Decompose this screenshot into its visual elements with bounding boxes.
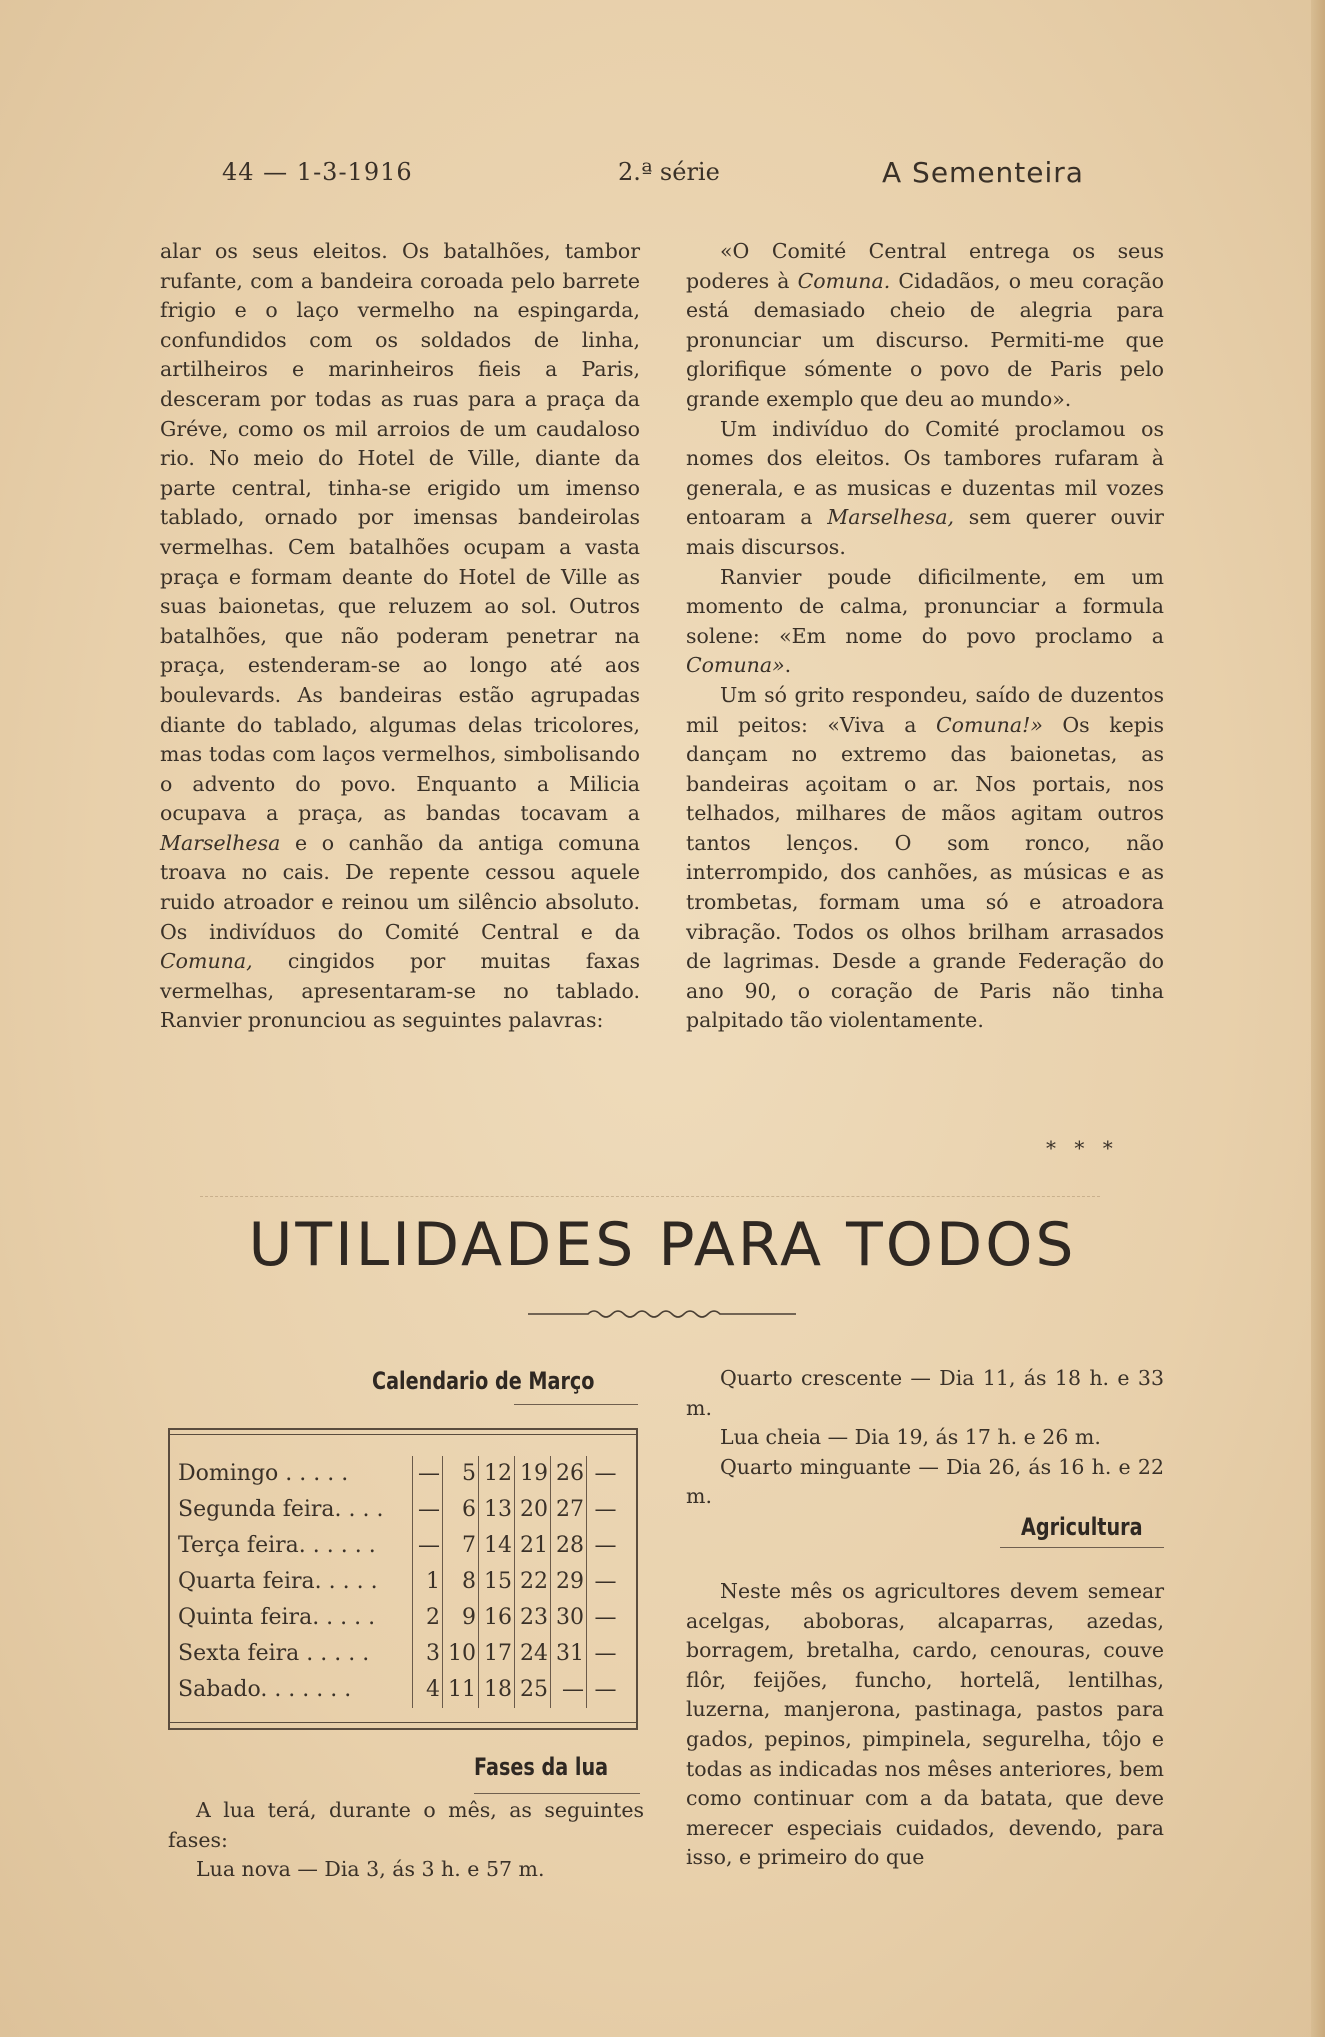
calendar-inner-rule: [168, 1434, 638, 1435]
calendar-row: [178, 1456, 633, 1492]
weekday-label: Terça feira. . . . . .: [178, 1533, 376, 1558]
moon-phases-text: [168, 1796, 644, 1885]
moon-phases-rule: [474, 1793, 640, 1794]
paragraph: Ranvier poude dificilmente, em um momento de calma, pronunciar a formula solene: «Em nome do povo proclamo a Comuna».: [686, 564, 1164, 678]
page-header: [160, 158, 1130, 198]
issue-date: 44 — 1-3-1916: [222, 158, 413, 186]
calendar-row: [178, 1564, 633, 1600]
calendar-row: [178, 1528, 633, 1564]
calendar-cell: —: [412, 1492, 442, 1528]
calendar-cell: 26: [550, 1456, 586, 1492]
page-edge: [1311, 0, 1325, 2037]
weekday-label: Sexta feira . . . . .: [178, 1641, 370, 1666]
agriculture-text: [686, 1577, 1164, 1873]
calendar-table: [178, 1456, 633, 1708]
calendar-cell: —: [586, 1528, 626, 1564]
calendar-cell: —: [412, 1456, 442, 1492]
calendar-cell: 21: [514, 1528, 550, 1564]
paragraph: Um indivíduo do Comité proclamou os nomes dos eleitos. Os tambores rufaram à generala, e as musicas e duzentas mil vozes entoaram a Marselhesa, sem querer ouvir mais discursos.: [686, 416, 1164, 559]
moon-phases-intro: A lua terá, durante o mês, as seguintes fases:: [168, 1798, 644, 1852]
moon-phase-first-quarter: Quarto crescente — Dia 11, ás 18 h. e 33 m.: [686, 1366, 1164, 1420]
calendar-cell: 4: [412, 1672, 442, 1708]
calendar-cell: 29: [550, 1564, 586, 1600]
paragraph: Um só grito respondeu, saído de duzentos mil peitos: «Viva a Comuna!» Os kepis dançam no extremo das baionetas, as bandeiras açoitam o ar. Nos portais, nos telhados, milhares de mãos agitam outros tantos lenços. O som ronco, não interrompido, dos canhões, as músicas e as trombetas, formam uma só e atroadora vibração. Todos os olhos brilham arrasados de lagrimas. Desde a grande Federação do ano 90, o coração de Paris não tinha palpitado tão violentamente.: [686, 682, 1164, 1033]
weekday-label: Quinta feira. . . . .: [178, 1605, 376, 1630]
calendar-cell: 12: [478, 1456, 514, 1492]
calendar-cell: 22: [514, 1564, 550, 1600]
decorative-wave-ornament: [528, 1302, 796, 1326]
calendar-cell: 9: [442, 1600, 478, 1636]
weekday-label: Quarta feira. . . . .: [178, 1569, 378, 1594]
agriculture-rule: [1000, 1547, 1164, 1548]
journal-title: A Sementeira: [882, 156, 1084, 189]
calendar-cell: 10: [442, 1636, 478, 1672]
calendar-row: [178, 1636, 633, 1672]
calendar-cell: 27: [550, 1492, 586, 1528]
calendar-cell: 8: [442, 1564, 478, 1600]
agriculture-title: Agricultura: [1021, 1513, 1143, 1541]
issue-series: 2.ª série: [618, 158, 720, 186]
calendar-cell: 25: [514, 1672, 550, 1708]
calendar-cell: 28: [550, 1528, 586, 1564]
calendar-cell: 16: [478, 1600, 514, 1636]
moon-phase-full: Lua cheia — Dia 19, ás 17 h. e 26 m.: [720, 1425, 1101, 1450]
paragraph: alar os seus eleitos. Os batalhões, tambor rufante, com a bandeira coroada pelo barrete frigio e o laço vermelho na espingarda, confundidos com os soldados de linha, artilheiros e marinheiros fieis a Paris, desceram por todas as ruas para a praça da Gréve, como os mil arroios de um caudaloso rio. No meio do Hotel de Ville, diante da parte central, tinha-se erigido um imenso tablado, ornado por imensas bandeirolas vermelhas. Cem batalhões ocupam a vasta praça e formam deante do Hotel de Ville as suas baionetas, que reluzem ao sol. Outros batalhões, que não poderam penetrar na praça, estenderam-se ao longo até aos boulevards. As bandeiras estão agrupadas diante do tablado, algumas delas tricolores, mas todas com laços vermelhos, simbolisando o advento do povo. Enquanto a Milicia ocupava a praça, as bandas tocavam a Marselhesa e o canhão da antiga comuna troava no cais. De repente cessou aquele ruido atroador e reinou um silêncio absoluto. Os indivíduos do Comité Central e da Comuna, cingidos por muitas faxas vermelhas, apresentaram-se no tablado. Ranvier pronunciou as seguintes palavras:: [160, 239, 640, 1033]
calendar-cell: —: [550, 1672, 586, 1708]
calendar-cell: 24: [514, 1636, 550, 1672]
weekday-label: Domingo . . . . .: [178, 1461, 349, 1486]
calendar-row: [178, 1600, 633, 1636]
calendar-inner-rule: [168, 1722, 638, 1723]
calendar-cell: 18: [478, 1672, 514, 1708]
calendar-cell: 15: [478, 1564, 514, 1600]
weekday-label: Sabado. . . . . . .: [178, 1677, 352, 1702]
section-divider: [200, 1196, 1100, 1197]
calendar-cell: —: [586, 1456, 626, 1492]
paragraph: Neste mês os agricultores devem semear acelgas, aboboras, alcaparras, azedas, borragem, bretalha, cardo, cenouras, couve flôr, feijões, funcho, hortelã, lentilhas, luzerna, manjerona, pastinaga, pastos para gados, pepinos, pimpinela, segurelha, tôjo e todas as indicadas nos mêses anteriores, bem como continuar com a da batata, que deve merecer especiais cuidados, devendo, para isso, e primeiro do que: [686, 1579, 1164, 1870]
calendar-cell: 2: [412, 1600, 442, 1636]
calendar-row: [178, 1492, 633, 1528]
calendar-cell: 1: [412, 1564, 442, 1600]
calendar-cell: —: [586, 1564, 626, 1600]
calendar-cell: 11: [442, 1672, 478, 1708]
calendar-cell: 23: [514, 1600, 550, 1636]
calendar-title-rule: [514, 1404, 638, 1405]
calendar-cell: 6: [442, 1492, 478, 1528]
calendar-cell: 20: [514, 1492, 550, 1528]
calendar-cell: 19: [514, 1456, 550, 1492]
calendar-title: Calendario de Março: [372, 1367, 595, 1395]
calendar-cell: 30: [550, 1600, 586, 1636]
calendar-cell: 7: [442, 1528, 478, 1564]
calendar-cell: —: [586, 1672, 626, 1708]
calendar-cell: 31: [550, 1636, 586, 1672]
moon-phase-new: Lua nova — Dia 3, ás 3 h. e 57 m.: [196, 1857, 545, 1882]
calendar-cell: —: [412, 1528, 442, 1564]
calendar-cell: —: [586, 1636, 626, 1672]
calendar-cell: 13: [478, 1492, 514, 1528]
calendar-row: [178, 1672, 633, 1708]
calendar-cell: 3: [412, 1636, 442, 1672]
article-right-column: [686, 237, 1164, 1036]
calendar-cell: 14: [478, 1528, 514, 1564]
moon-phase-last-quarter: Quarto minguante — Dia 26, ás 16 h. e 22 m.: [686, 1454, 1164, 1509]
calendar-cell: 5: [442, 1456, 478, 1492]
moon-phases-continued: [686, 1364, 1164, 1512]
article-left-column: [160, 237, 640, 1036]
section-title: UTILIDADES PARA TODOS: [248, 1210, 1077, 1280]
weekday-label: Segunda feira. . . .: [178, 1497, 384, 1522]
calendar-cell: —: [586, 1492, 626, 1528]
paragraph: «O Comité Central entrega os seus poderes à Comuna. Cidadãos, o meu coração está demasiado cheio de alegria para pronunciar um discurso. Permiti-me que glorifique sómente o povo de Paris pelo grande exemplo que deu ao mundo».: [686, 239, 1164, 411]
section-break-asterisks: * * *: [1046, 1136, 1119, 1160]
calendar-cell: —: [586, 1600, 626, 1636]
moon-phases-title: Fases da lua: [474, 1753, 609, 1781]
calendar-cell: 17: [478, 1636, 514, 1672]
